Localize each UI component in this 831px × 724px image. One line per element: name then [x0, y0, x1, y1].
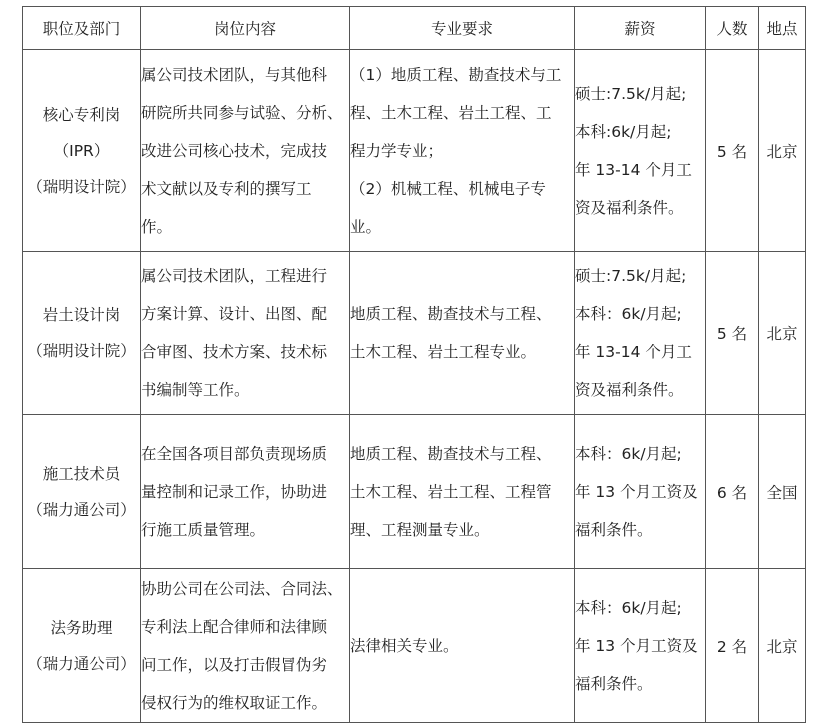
requirement-cell — [350, 50, 575, 252]
position-line: （瑞力通公司） — [27, 654, 136, 673]
duty-line: 属公司技术团队，工程进行 — [141, 267, 328, 285]
position-line: 岩土设计岗 — [42, 306, 121, 324]
requirement-line: 程力学专业； — [350, 141, 444, 160]
count-cell: 6 名 — [706, 415, 759, 569]
salary-cell — [575, 252, 706, 415]
salary-cell — [575, 50, 706, 252]
count-cell: 2 名 — [706, 569, 759, 723]
header-count: 人数 — [706, 7, 759, 50]
position-line: 法务助理 — [50, 618, 113, 637]
salary-line: 本科:6k/月起; — [575, 122, 672, 141]
position-line: （瑞明设计院） — [27, 177, 136, 196]
salary-line: 年 13 个月工资及 — [575, 636, 698, 655]
salary-line: 年 13 个月工资及 — [575, 482, 698, 501]
salary-line: 资及福利条件。 — [575, 198, 684, 217]
table-header — [23, 7, 806, 50]
header-requirement: 专业要求 — [350, 7, 575, 50]
duty-line: 研院所共同参与试验、分析、 — [141, 103, 343, 122]
location-cell: 北京 — [759, 252, 806, 415]
salary-line: 年 13-14 个月工 — [575, 343, 692, 361]
salary-line: 本科：6k/月起; — [575, 444, 682, 463]
requirement-line: 业。 — [350, 217, 382, 236]
duty-cell — [141, 252, 350, 415]
salary-line: 资及福利条件。 — [575, 381, 684, 399]
position-cell — [23, 50, 141, 252]
duty-line: 专利法上配合律师和法律顾 — [141, 617, 328, 636]
requirement-cell — [350, 415, 575, 569]
position-line: 核心专利岗 — [42, 105, 121, 124]
requirement-line: 理、工程测量专业。 — [350, 520, 490, 539]
requirement-line: （2）机械工程、机械电子专 — [350, 179, 546, 198]
duty-cell — [141, 50, 350, 252]
table-row — [23, 415, 806, 569]
location-cell: 全国 — [759, 415, 806, 569]
requirement-line: （1）地质工程、勘查技术与工 — [350, 65, 562, 84]
position-cell — [23, 415, 141, 569]
salary-line: 硕士:7.5k/月起; — [575, 267, 687, 285]
requirement-line: 程、土木工程、岩土工程、工 — [350, 103, 552, 122]
salary-cell — [575, 415, 706, 569]
duty-line: 作。 — [141, 217, 173, 236]
duty-line: 书编制等工作。 — [141, 381, 250, 399]
location-cell: 北京 — [759, 569, 806, 723]
header-row — [23, 7, 806, 50]
position-line: （IPR） — [53, 141, 110, 160]
count-cell: 5 名 — [706, 252, 759, 415]
requirement-line: 土木工程、岩土工程、工程管 — [350, 482, 552, 501]
duty-line: 合审图、技术方案、技术标 — [141, 343, 328, 361]
header-position: 职位及部门 — [23, 7, 141, 50]
header-location: 地点 — [759, 7, 806, 50]
header-duty: 岗位内容 — [141, 7, 350, 50]
duty-line: 协助公司在公司法、合同法、 — [141, 579, 343, 598]
duty-cell — [141, 569, 350, 723]
position-line: 施工技术员 — [42, 464, 121, 483]
duty-line: 问工作，以及打击假冒伪劣 — [141, 655, 328, 674]
requirement-cell — [350, 569, 575, 723]
table-row — [23, 252, 806, 415]
salary-line: 福利条件。 — [575, 674, 653, 693]
duty-line: 方案计算、设计、出图、配 — [141, 305, 328, 323]
requirement-cell — [350, 252, 575, 415]
salary-line: 福利条件。 — [575, 520, 653, 539]
position-line: （瑞明设计院） — [27, 342, 136, 360]
count-cell: 5 名 — [706, 50, 759, 252]
salary-line: 本科：6k/月起; — [575, 598, 682, 617]
duty-line: 改进公司核心技术，完成技 — [141, 141, 328, 160]
salary-line: 硕士:7.5k/月起; — [575, 84, 687, 103]
salary-line: 本科：6k/月起; — [575, 305, 682, 323]
duty-line: 侵权行为的维权取证工作。 — [141, 693, 328, 712]
position-cell — [23, 252, 141, 415]
salary-line: 年 13-14 个月工 — [575, 160, 692, 179]
requirement-line: 地质工程、勘查技术与工程、 — [350, 444, 552, 463]
job-table — [22, 6, 806, 723]
position-line: （瑞力通公司） — [27, 500, 136, 519]
header-salary: 薪资 — [575, 7, 706, 50]
duty-line: 在全国各项目部负责现场质 — [141, 444, 328, 463]
table-row — [23, 569, 806, 723]
table-body — [23, 50, 806, 723]
duty-line: 术文献以及专利的撰写工 — [141, 179, 312, 198]
requirement-line: 法律相关专业。 — [350, 636, 459, 655]
salary-cell — [575, 569, 706, 723]
requirement-line: 地质工程、勘查技术与工程、 — [350, 305, 552, 323]
requirement-line: 土木工程、岩土工程专业。 — [350, 343, 537, 361]
position-cell — [23, 569, 141, 723]
duty-line: 行施工质量管理。 — [141, 520, 266, 539]
table-row — [23, 50, 806, 252]
duty-line: 量控制和记录工作，协助进 — [141, 482, 328, 501]
duty-cell — [141, 415, 350, 569]
duty-line: 属公司技术团队，与其他科 — [141, 65, 328, 84]
location-cell: 北京 — [759, 50, 806, 252]
